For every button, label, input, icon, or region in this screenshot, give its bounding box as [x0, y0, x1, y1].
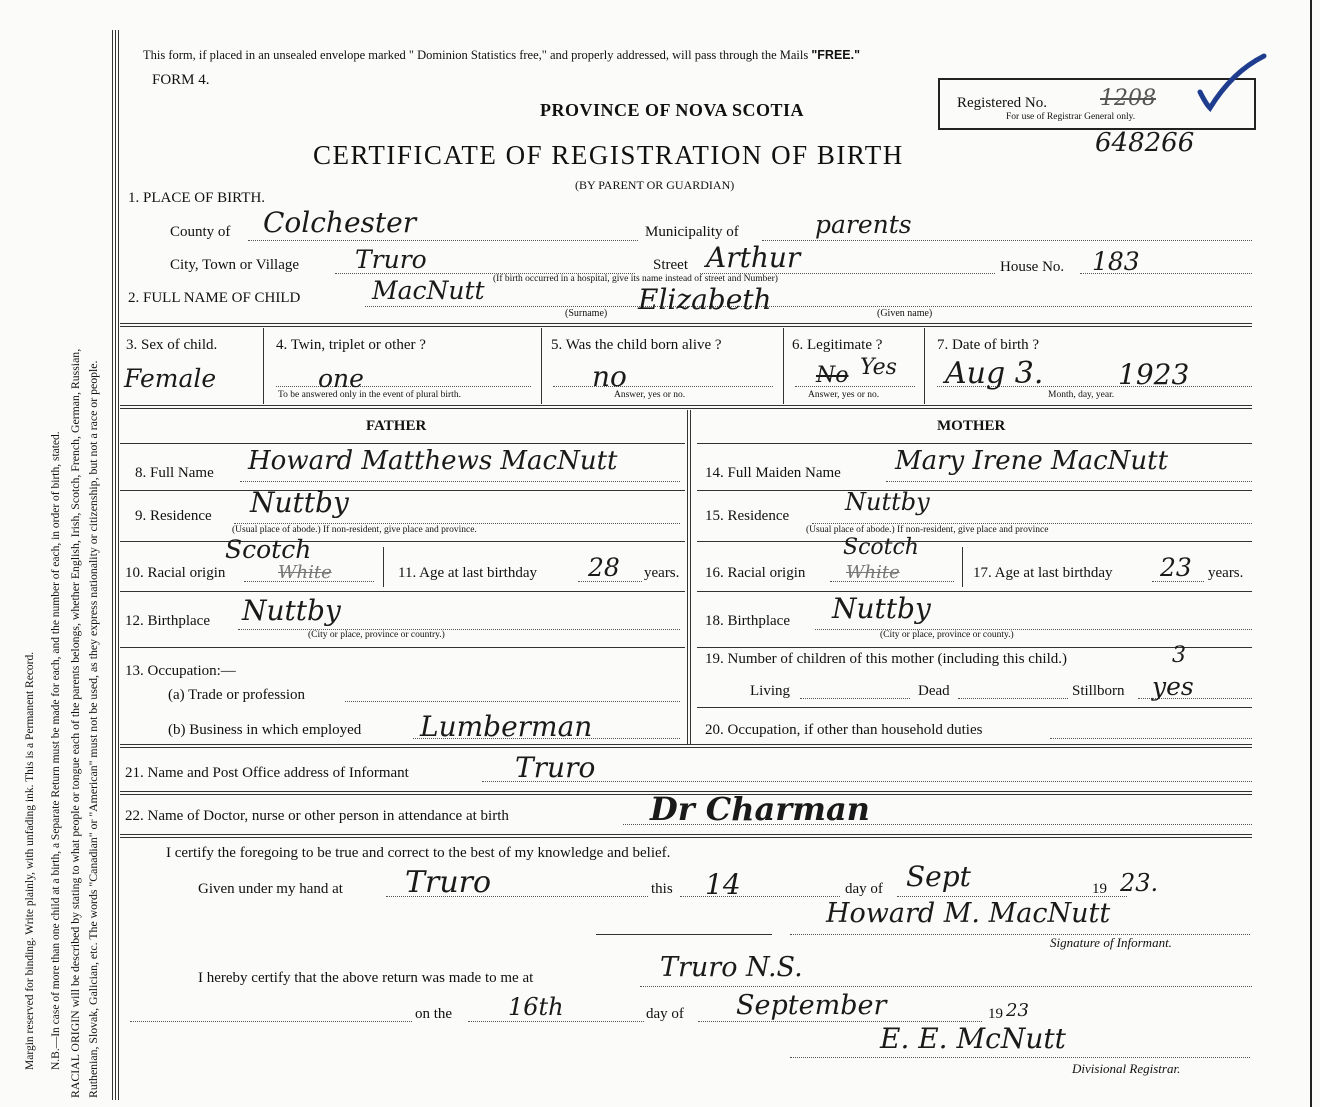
house-value: 183	[1092, 247, 1140, 276]
mother-birthplace-note: (City or place, province or county.)	[880, 630, 1014, 640]
divider-parents-top	[120, 405, 1252, 409]
cert-day-of-label: day of	[845, 881, 883, 897]
father-residence-rule	[120, 541, 685, 542]
father-heading-rule	[120, 443, 685, 444]
county-value: Colchester	[263, 206, 417, 239]
twin-value: one	[318, 364, 364, 393]
col-divider-4	[924, 328, 925, 404]
doctor-label: 22. Name of Doctor, nurse or other person in attendance at birth	[125, 808, 509, 824]
certify-statement: I certify the foregoing to be true and correct to the best of my knowledge and belief.	[166, 845, 671, 861]
living-line	[800, 698, 910, 699]
father-heading: FATHER	[366, 418, 427, 434]
mother-residence-label: 15. Residence	[705, 508, 790, 524]
city-label: City, Town or Village	[170, 257, 300, 273]
registrar-day-value: 16th	[508, 993, 564, 1021]
dob-year: 1923	[1118, 358, 1190, 391]
registrar-signature-line	[790, 1057, 1250, 1058]
legitimate-value: Yes	[860, 355, 897, 380]
twin-note: To be answered only in the event of plural birth.	[278, 390, 461, 400]
registered-note: For use of Registrar General only.	[1006, 112, 1136, 122]
dead-label: Dead	[918, 683, 950, 699]
col-divider-2	[541, 328, 542, 404]
street-label: Street	[653, 257, 688, 273]
page-title: CERTIFICATE OF REGISTRATION OF BIRTH	[313, 140, 904, 170]
father-name-label: 8. Full Name	[135, 465, 214, 481]
registrar-lead-line	[130, 1021, 412, 1022]
registrar-statement: I hereby certify that the above return was made to me at	[198, 970, 534, 986]
twin-line	[276, 386, 531, 387]
alive-label: 5. Was the child born alive ?	[551, 337, 722, 353]
check-mark-icon	[1192, 52, 1272, 112]
municipality-line	[762, 240, 1252, 241]
mother-occupation-line	[1050, 738, 1252, 739]
registrar-place-value: Truro N.S.	[660, 952, 803, 983]
signature-line	[790, 934, 1250, 935]
mother-age-label: 17. Age at last birthday	[973, 565, 1113, 581]
child-surname: MacNutt	[372, 276, 485, 305]
mail-note	[143, 48, 860, 63]
col-divider-1	[263, 328, 264, 404]
surname-note: (Surname)	[565, 308, 608, 319]
informant-value: Truro	[515, 751, 596, 784]
mother-residence-value: Nuttby	[845, 488, 930, 516]
mother-race-rule	[697, 591, 1252, 592]
sex-value: Female	[124, 364, 217, 393]
dob-note: Month, day, year.	[1048, 390, 1115, 400]
given-place-value: Truro	[405, 865, 492, 900]
registrar-month-value: September	[736, 990, 887, 1021]
city-value: Truro	[355, 245, 427, 274]
signature-blank-line	[596, 934, 772, 935]
doctor-value: Dr Charman	[650, 790, 870, 828]
mother-heading-rule	[697, 443, 1252, 444]
mother-birthplace-value: Nuttby	[832, 592, 931, 625]
mother-age-unit: years.	[1208, 565, 1244, 581]
mother-heading: MOTHER	[937, 418, 1006, 434]
dead-line	[958, 698, 1068, 699]
legitimate-line	[795, 386, 915, 387]
mother-children-rule	[697, 707, 1252, 708]
alive-note: Answer, yes or no.	[614, 390, 686, 400]
cert-year-value: 23.	[1120, 869, 1159, 897]
signature-label: Signature of Informant.	[1050, 935, 1172, 950]
house-label: House No.	[1000, 259, 1065, 275]
county-line	[248, 240, 638, 241]
mail-note-text: This form, if placed in an unsealed envelope marked " Dominion Statistics free," and properly addressed, will pass through the Mails	[143, 48, 812, 62]
father-race-label: 10. Racial origin	[125, 565, 226, 581]
registered-number-struck: 1208	[1100, 86, 1156, 111]
given-name-note: (Given name)	[877, 308, 933, 319]
informant-line	[482, 781, 1252, 782]
parents-center-divider	[687, 410, 691, 745]
page-subtitle: (BY PARENT OR GUARDIAN)	[575, 178, 735, 192]
twin-label: 4. Twin, triplet or other ?	[276, 337, 426, 353]
legitimate-label: 6. Legitimate ?	[792, 337, 883, 353]
father-race-rule	[120, 591, 685, 592]
municipality-value: parents	[815, 210, 912, 239]
father-name-line	[240, 481, 680, 482]
form-number: FORM 4.	[152, 72, 210, 88]
registrar-signature: E. E. McNutt	[880, 1022, 1066, 1055]
informant-signature: Howard M. MacNutt	[826, 898, 1111, 929]
registered-label: Registered No.	[957, 95, 1047, 111]
cert-month-value: Sept	[906, 860, 971, 893]
registered-number: 648266	[1095, 128, 1195, 158]
father-name-value: Howard Matthews MacNutt	[248, 446, 618, 476]
father-birthplace-label: 12. Birthplace	[125, 613, 210, 629]
father-birthplace-line	[238, 629, 680, 630]
divider-doctor-bottom	[120, 834, 1252, 838]
legitimate-struck: No	[816, 363, 849, 388]
dob-label: 7. Date of birth ?	[937, 337, 1040, 353]
place-of-birth-label: 1. PLACE OF BIRTH.	[128, 190, 266, 206]
on-the-label: on the	[415, 1006, 453, 1022]
child-given-name: Elizabeth	[638, 283, 772, 316]
father-birthplace-value: Nuttby	[242, 594, 341, 627]
county-label: County of	[170, 224, 231, 240]
margin-note-1: Margin reserved for binding. Write plainly, with unfading ink. This is a Permanent Record.	[24, 651, 36, 1070]
child-name-label: 2. FULL NAME OF CHILD	[128, 290, 301, 306]
binding-margin-line-inner	[118, 30, 119, 1100]
page-right-edge	[1310, 0, 1312, 1107]
stillborn-value: yes	[1152, 672, 1194, 701]
child-name-line	[365, 306, 1252, 307]
mother-occupation-label: 20. Occupation, if other than household duties	[705, 722, 983, 738]
children-count-label: 19. Number of children of this mother (including this child.)	[705, 651, 1068, 667]
business-label: (b) Business in which employed	[168, 722, 362, 738]
cert-day-value: 14	[705, 868, 741, 901]
binding-margin-line	[112, 30, 116, 1100]
mother-race-struck: White	[846, 562, 900, 583]
given-under-label: Given under my hand at	[198, 881, 343, 897]
father-residence-line	[234, 523, 680, 524]
mother-name-value: Mary Irene MacNutt	[895, 446, 1169, 476]
cert-year-prefix: 19	[1092, 881, 1107, 897]
registrar-year-value: 23	[1006, 1000, 1029, 1021]
father-race-value: Scotch	[225, 535, 312, 564]
mother-race-label: 16. Racial origin	[705, 565, 806, 581]
living-label: Living	[750, 683, 790, 699]
registrar-day-of-label: day of	[646, 1006, 684, 1022]
registrar-place-line	[640, 986, 1252, 987]
mother-residence-line	[812, 523, 1252, 524]
mother-residence-rule	[697, 541, 1252, 542]
father-race-struck: White	[278, 562, 332, 583]
registrar-year-prefix: 19	[988, 1006, 1003, 1022]
father-birthplace-rule	[120, 647, 685, 648]
trade-line	[345, 701, 680, 702]
mother-birthplace-rule	[697, 647, 1252, 648]
mother-race-value: Scotch	[843, 535, 919, 560]
street-note: (If birth occurred in a hospital, give its name instead of street and Number)	[493, 274, 778, 284]
occupation-label: 13. Occupation:—	[125, 663, 236, 679]
father-age-value: 28	[588, 553, 620, 582]
father-age-unit: years.	[644, 565, 680, 581]
divider-parents-bottom	[120, 744, 1252, 748]
informant-label: 21. Name and Post Office address of Informant	[125, 765, 409, 781]
cert-day-line	[680, 896, 840, 897]
margin-note-2: N.B.—In case of more than one child at a birth, a Separate Return must be made for each, and the number of each, in order of birth, stated.	[50, 431, 62, 1070]
mother-name-rule	[697, 490, 1252, 491]
street-value: Arthur	[706, 241, 801, 274]
province-heading: PROVINCE OF NOVA SCOTIA	[540, 100, 805, 120]
father-race-divider	[383, 547, 384, 587]
mother-birthplace-label: 18. Birthplace	[705, 613, 790, 629]
margin-note-4: Ruthenian, Slovak, Galician, etc. The words "Canadian" or "American" must not be used, as they express nationality or citizenship, but not a race or people.	[86, 360, 100, 1098]
this-label: this	[651, 881, 673, 897]
business-value: Lumberman	[420, 710, 593, 743]
father-residence-value: Nuttby	[250, 486, 349, 519]
margin-note-3: RACIAL ORIGIN will be described by stating to what people or tongue each of the parents belongs, whether English, Irish, Scotch, French, German, Russian,	[68, 348, 82, 1098]
municipality-label: Municipality of	[645, 224, 739, 240]
mother-residence-note: (Usual place of abode.) If non-resident, give place and province	[806, 525, 1049, 535]
legitimate-note: Answer, yes or no.	[808, 390, 880, 400]
father-age-label: 11. Age at last birthday	[398, 565, 537, 581]
father-name-rule	[120, 490, 685, 491]
alive-value: no	[592, 360, 627, 393]
alive-line	[553, 386, 773, 387]
mother-name-line	[886, 481, 1252, 482]
registrar-label: Divisional Registrar.	[1072, 1061, 1181, 1076]
father-residence-label: 9. Residence	[135, 508, 212, 524]
dob-value: Aug 3.	[945, 356, 1044, 391]
stillborn-label: Stillborn	[1072, 683, 1125, 699]
registrar-day-line	[468, 1021, 644, 1022]
children-count-value: 3	[1172, 643, 1186, 668]
divider-row3-top	[120, 323, 1252, 327]
trade-label: (a) Trade or profession	[168, 687, 306, 703]
mother-name-label: 14. Full Maiden Name	[705, 465, 841, 481]
col-divider-3	[783, 328, 784, 404]
mother-race-divider	[962, 547, 963, 587]
father-birthplace-note: (City or place, province or country.)	[308, 630, 445, 640]
mail-free: "FREE."	[811, 48, 861, 62]
mother-age-value: 23	[1160, 553, 1192, 582]
sex-label: 3. Sex of child.	[126, 337, 218, 353]
father-residence-note: (Usual place of abode.) If non-resident, give place and province.	[232, 525, 477, 535]
